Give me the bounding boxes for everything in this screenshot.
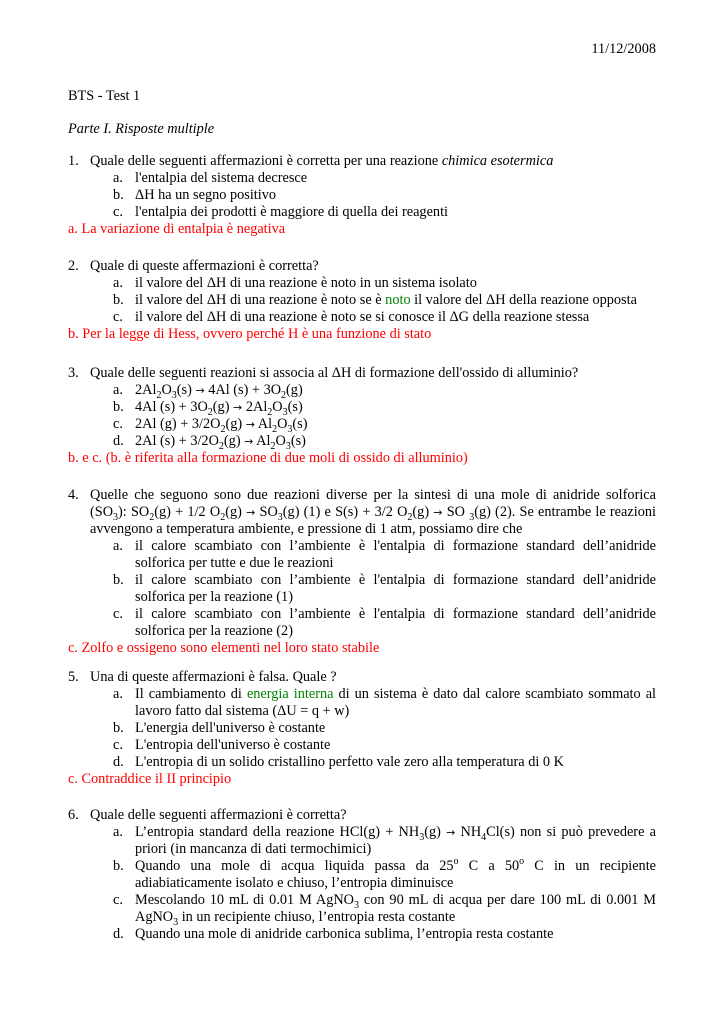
option-a: a. $2Al_2O_3(s) \to 4Al$ $(s) + 3O_2(g)$ [113,382,303,401]
option-a: a. il calore scambiato con l’ambiente è l'entalpia di formazione standard dell’anidride solforica per tutte e due le reazioni [113,538,656,571]
document-title: BTS - Test 1 [68,88,141,104]
arrow-icon: → [246,506,256,519]
question-text: Quale delle seguenti affermazioni è corretta? [90,807,347,823]
answer-1: a. La variazione di entalpia è negativa [68,221,286,237]
question-number: 4. [68,487,79,503]
option-a: a. il valore del ΔH di una reazione è noto in un sistema isolato [113,275,477,291]
question-text: Quale delle seguenti affermazioni è corretta per una reazione chimica esotermica [90,153,554,169]
option-a: a. L’entropia standard della reazione $HCl(g) + NH_3(g) \to NH_4Cl(s)$ non si può prevedere a priori (in mancanza di dati termochimici) [113,824,656,857]
option-d: d. L'entropia di un solido cristallino perfetto vale zero alla temperatura di 0 K [113,754,564,770]
option-d: d. Quando una mole di anidride carbonica sublima, l’entropia resta costante [113,926,554,942]
question-text: Una di queste affermazioni è falsa. Quale ? [90,669,337,685]
arrow-icon: → [233,401,243,414]
answer-3: b. e c. (b. è riferita alla formazione di due moli di ossido di alluminio) [68,450,468,466]
section-heading: Parte I. Risposte multiple [68,121,215,137]
option-b: b. il calore scambiato con l’ambiente è l'entalpia di formazione standard dell’anidride solforica per la reazione (1) [113,572,656,605]
option-c: c. l'entalpia dei prodotti è maggiore di quella dei reagenti [113,204,449,220]
question-text: Quale di queste affermazioni è corretta? [90,258,319,274]
document-date: 11/12/2008 [591,41,656,57]
arrow-icon: → [446,826,456,839]
question-5 [68,669,656,788]
question-text: Quelle che seguono sono due reazioni diverse per la sintesi di una mole di anidride solforica $(SO_3)$: $SO_2(g) + 1/2$ $O_2(g) \to SO_3(g)$ (1) e S(s) + 3/2 $O_2(g)$ → SO $_3$(g) (2). Se entrambe le reazioni avvengono a temperatura ambiente, e pressione di 1 atm, possiamo dire che [90,487,656,537]
question-6 [68,807,656,943]
option-b: b. 4Al $(s) + 3O_2(g) \to 2Al_2O_3(s)$ [113,399,303,418]
option-a: a. l'entalpia del sistema decresce [113,170,308,186]
question-text: Quale delle seguenti reazioni si associa al ΔH di formazione dell'ossido di alluminio? [90,365,579,381]
question-2 [68,258,656,343]
option-c: c. il calore scambiato con l’ambiente è l'entalpia di formazione standard dell’anidride solforica per la reazione (2) [113,606,656,639]
arrow-icon: → [245,418,255,431]
option-d: d. 2Al $(s) + 3/2O_2(g) \to Al_2O_3(s)$ [113,433,306,452]
highlight-green: noto [385,292,411,308]
answer-4: c. Zolfo e ossigeno sono elementi nel loro stato stabile [68,640,380,656]
question-number: 6. [68,807,79,823]
question-number: 2. [68,258,79,274]
option-b: b. ΔH ha un segno positivo [113,187,277,203]
arrow-icon: → [244,435,254,448]
option-c: c. Mescolando 10 mL di 0.01 M AgNO$_3$ con 90 mL di acqua per dare 100 mL di 0.001 M AgNO$_3$ in un recipiente chiuso, l’entropia resta costante [113,892,656,928]
arrow-icon: → [433,506,443,519]
question-1 [68,153,656,238]
question-3 [68,365,656,467]
question-number: 1. [68,153,79,169]
question-4 [68,487,656,657]
option-a: a. Il cambiamento di energia interna di un sistema è dato dal calore scambiato sommato al lavoro fatto dal sistema (ΔU = q + w) [113,686,657,719]
highlight-green: energia interna [246,686,334,702]
option-c: c. il valore del ΔH di una reazione è noto se si conosce il ΔG della reazione stessa [113,309,590,325]
option-b: b. L'energia dell'universo è costante [113,720,326,736]
option-c: c. 2Al $(g) + 3/2O_2(g) \to Al_2O_3(s)$ [113,416,308,435]
answer-2: b. Per la legge di Hess, ovvero perché H è una funzione di stato [68,326,432,342]
option-c: c. L'entropia dell'universo è costante [113,737,331,753]
question-number: 5. [68,669,79,685]
question-number: 3. [68,365,79,381]
answer-5: c. Contraddice il II principio [68,771,232,787]
arrow-icon: → [195,384,205,397]
option-b: b. Quando una mole di acqua liquida passa da 25$^o$ C a 50$^o$ C in un recipiente adiabiaticamente isolato e chiuso, l’entropia diminuisce [113,856,657,891]
option-b: b. il valore del ΔH di una reazione è noto se è noto il valore del ΔH della reazione opposta [113,292,637,308]
